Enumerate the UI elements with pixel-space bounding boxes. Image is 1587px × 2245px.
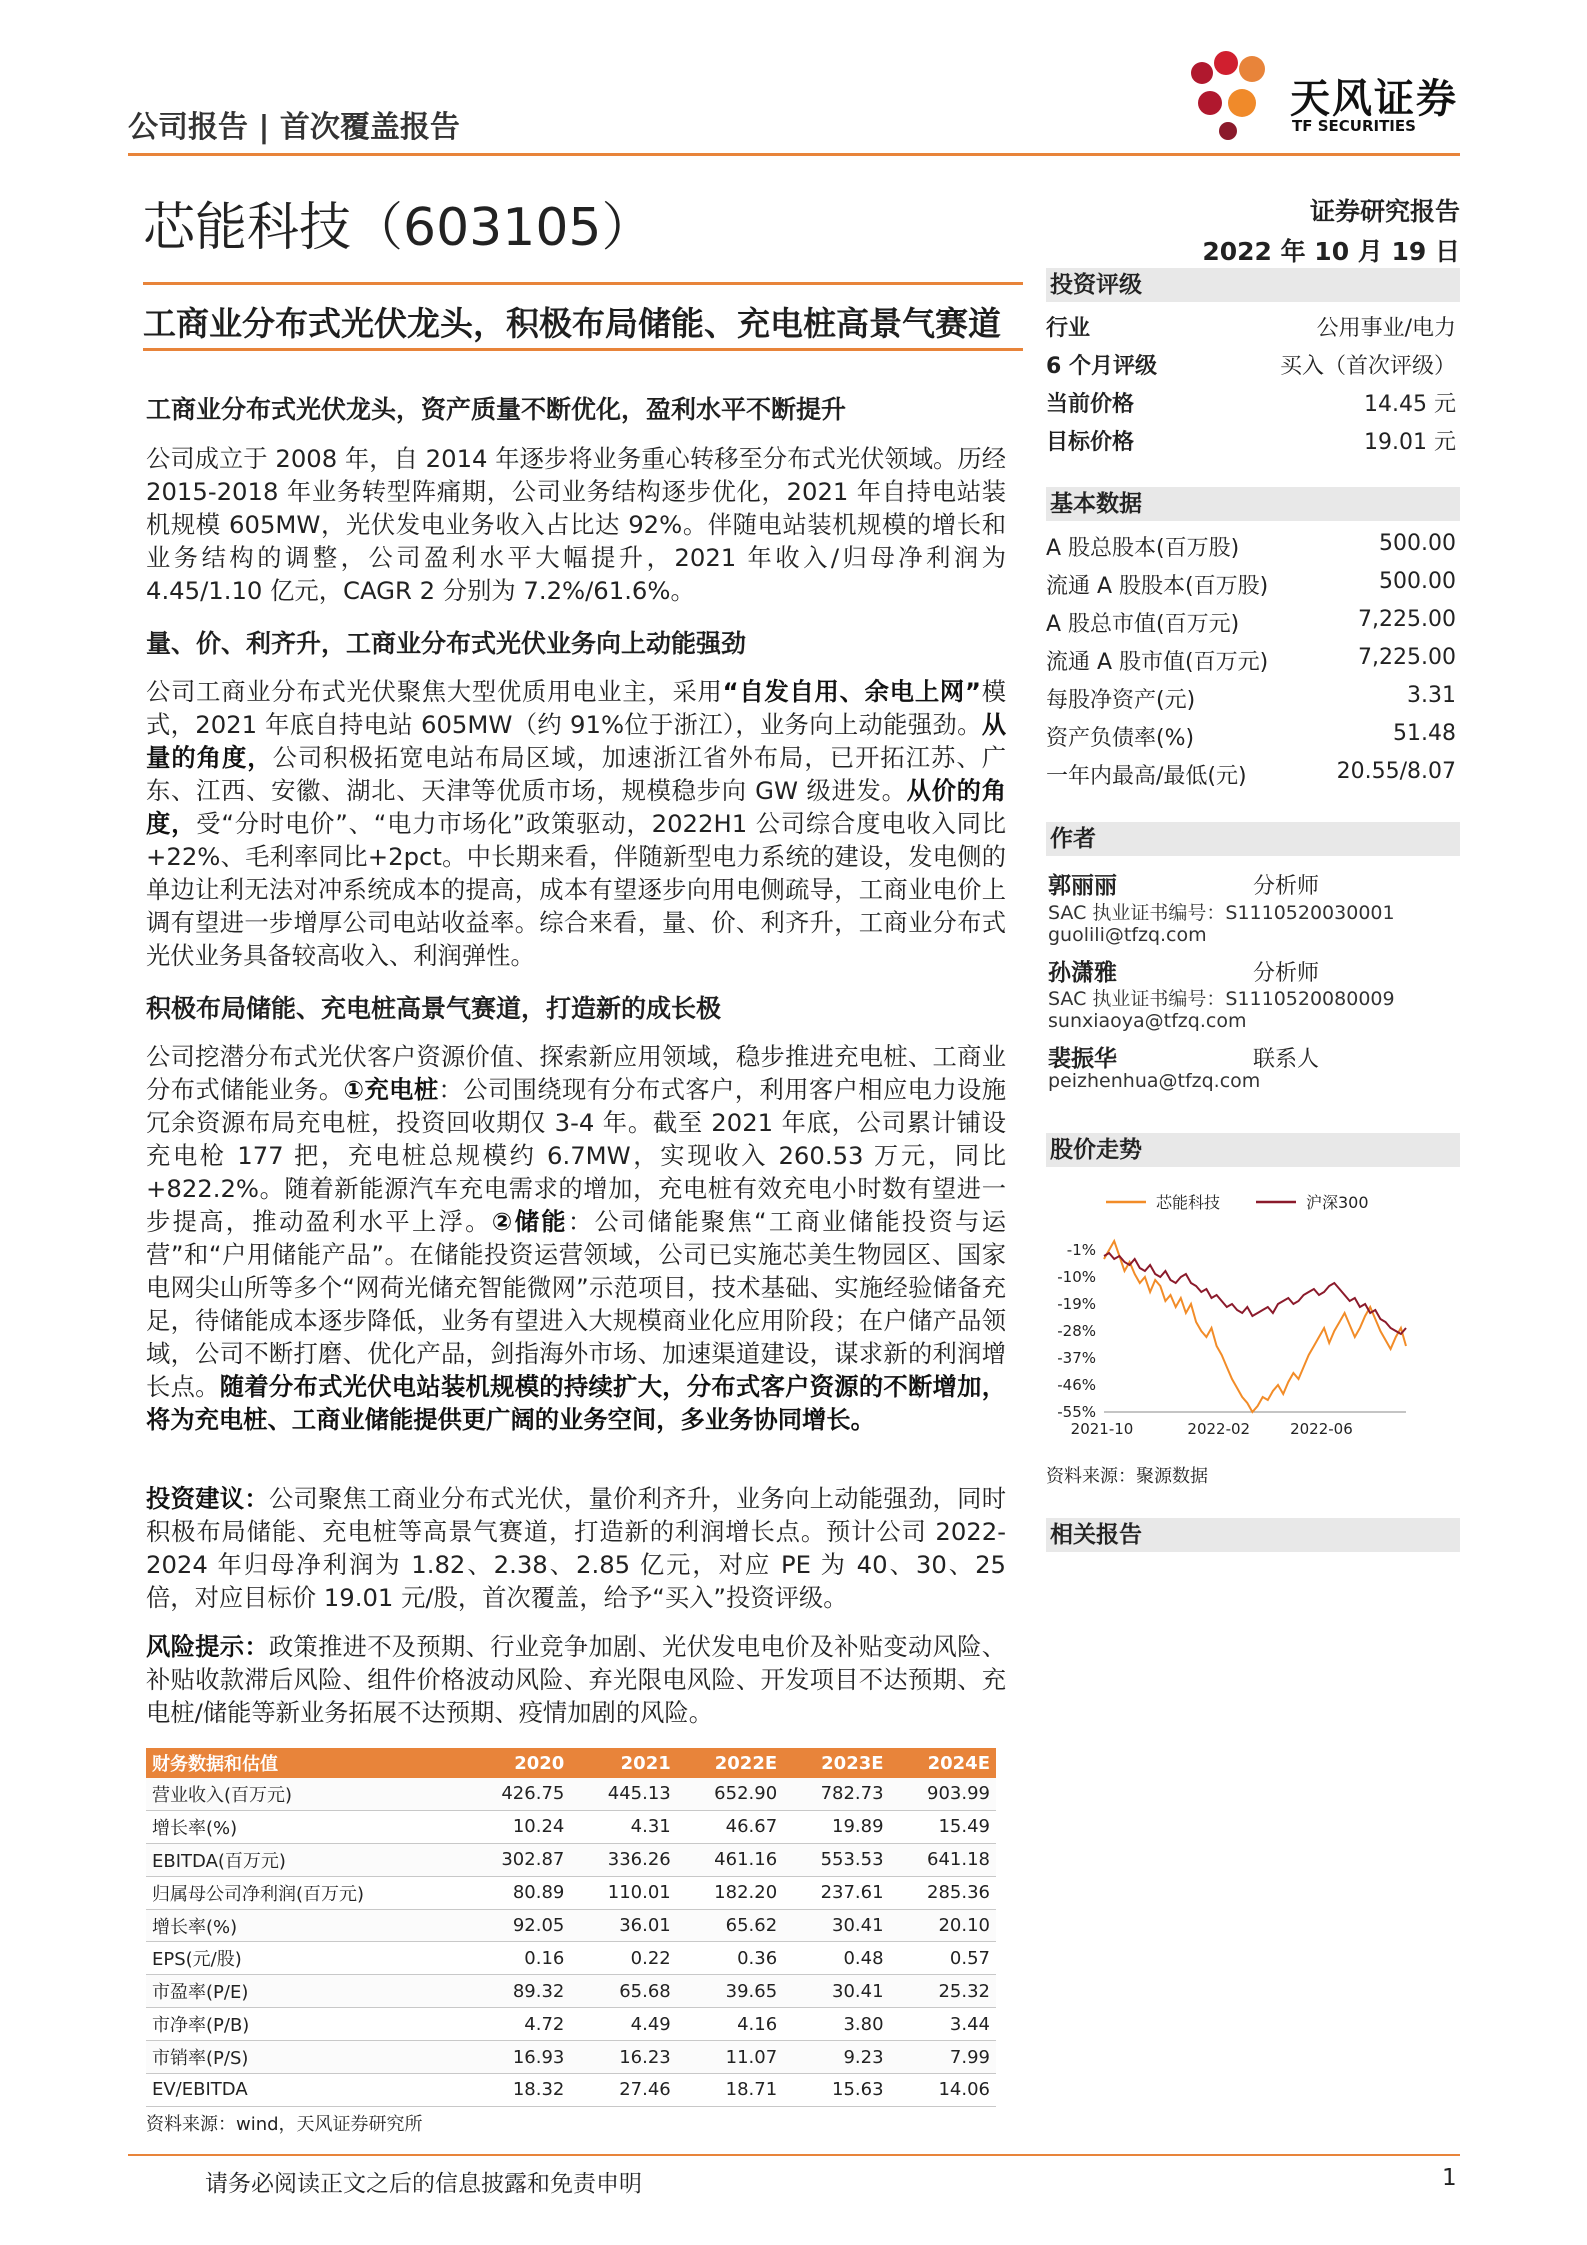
- legend-label: 芯能科技: [1156, 1193, 1221, 1212]
- author-name: 裴振华: [1048, 1046, 1117, 1072]
- table-cell: 4.72: [464, 2008, 570, 2041]
- tf-securities-logo: [1180, 45, 1480, 145]
- legend-label: 沪深300: [1306, 1193, 1369, 1212]
- table-cell: 336.26: [570, 1843, 676, 1876]
- logo-petal-icon: [1180, 45, 1290, 145]
- table-cell: 445.13: [570, 1778, 676, 1810]
- investment-advice: 投资建议：公司聚焦工商业分布式光伏，量价利齐升，业务向上动能强劲，同时积极布局储能、充电桩等高景气赛道，打造新的利润增长点。预计公司 2022-2024 年归母净利润为 1.82、2.38、2.85 亿元，对应 PE 为 40、30、25 倍，对应目标价 19.01 元/股，首次覆盖，给予“买入”投资评级。: [146, 1484, 1007, 1612]
- author-role: 分析师: [1253, 961, 1320, 986]
- author-email[interactable]: peizhenhua@tfzq.com: [1048, 1070, 1261, 1092]
- table-row-label: 市销率(P/S): [146, 2041, 464, 2074]
- table-cell: 7.99: [890, 2041, 996, 2074]
- x-tick-label: 2021-10: [1070, 1420, 1134, 1438]
- table-cell: 25.32: [890, 1975, 996, 2008]
- table-cell: 92.05: [464, 1909, 570, 1942]
- table-cell: 15.63: [783, 2074, 889, 2107]
- table-row-label: EBITDA(百万元): [146, 1843, 464, 1876]
- section-body-1: 公司成立于 2008 年，自 2014 年逐步将业务重心转移至分布式光伏领域。历经 2015-2018 年业务转型阵痛期，公司业务结构逐步优化，2021 年自持电站装机规模 605MW，光伏发电业务收入占比达 92%。伴随电站装机规模的增长和业务结构的调整，公司盈利水平大幅提升，2021 年收入/归母净利润为 4.45/1.10 亿元，CAGR 2 分别为 7.2%/61.6%。: [146, 444, 1006, 605]
- table-row: [146, 2008, 996, 2041]
- table-cell: 15.49: [890, 1810, 996, 1843]
- table-cell: 0.48: [783, 1942, 889, 1975]
- table-cell: 426.75: [464, 1778, 570, 1810]
- table-cell: 285.36: [890, 1876, 996, 1909]
- rating-header: 投资评级: [1046, 268, 1460, 302]
- table-row-label: EPS(元/股): [146, 1942, 464, 1975]
- section-title-2: 量、价、利齐升，工商业分布式光伏业务向上动能强劲: [146, 629, 747, 658]
- logo-text-cn: 天风证券: [1290, 76, 1458, 122]
- risk-warning: 风险提示：政策推进不及预期、行业竞争加剧、光伏发电电价及补贴变动风险、补贴收款滞后风险、组件价格波动风险、弃光限电风险、开发项目不达预期、充电桩/储能等新业务拓展不达预期、疫情加剧的风险。: [146, 1632, 1007, 1727]
- headline: 工商业分布式光伏龙头，积极布局储能、充电桩高景气赛道: [143, 304, 1001, 343]
- author-sac: SAC 执业证书编号：S1110520030001: [1048, 902, 1395, 924]
- table-row-label: EV/EBITDA: [146, 2074, 464, 2107]
- table-cell: 30.41: [783, 1909, 889, 1942]
- company-title: 芯能科技（603105）: [143, 198, 654, 258]
- table-cell: 3.44: [890, 2008, 996, 2041]
- y-tick-label: -1%: [1066, 1241, 1096, 1259]
- table-cell: 4.31: [570, 1810, 676, 1843]
- table-cell: 20.10: [890, 1909, 996, 1942]
- table-row: [146, 2074, 996, 2107]
- table-cell: 16.93: [464, 2041, 570, 2074]
- report-date: 2022 年 10 月 19 日: [1202, 237, 1460, 266]
- x-tick-label: 2022-06: [1290, 1420, 1353, 1438]
- table-cell: 19.89: [783, 1810, 889, 1843]
- author-sac: SAC 执业证书编号：S1110520080009: [1048, 988, 1395, 1010]
- stock-price-chart: [1046, 1180, 1460, 1450]
- section-body-3: 公司挖潜分布式光伏客户资源价值、探索新应用领域，稳步推进充电桩、工商业分布式储能业务。①充电桩：公司围绕现有分布式客户，利用客户相应电力设施冗余资源布局充电桩，投资回收期仅 3-4 年。截至 2021 年底，公司累计铺设充电枪 177 把，充电桩总规模约 6.7MW，实现收入 260.53 万元，同比+822.2%。随着新能源汽车充电需求的增加，充电桩有效充电小时数有望进一步提高，推动盈利水平上浮。②储能：公司储能聚焦“工商业储能投资与运营”和“户用储能产品”。在储能投资运营领域，公司已实施芯美生物园区、国家电网尖山所等多个“网荷光储充智能微网”示范项目，技术基础、实施经验储备充足，待储能成本逐步降低，业务有望进入大规模商业化应用阶段；在户储产品领域，公司不断打磨、优化产品，剑指海外市场、加速渠道建设，谋求新的利润增长点。随着分布式光伏电站装机规模的持续扩大，分布式客户资源的不断增加，将为充电桩、工商业储能提供更广阔的业务空间，多业务协同增长。: [146, 1042, 1007, 1434]
- x-tick-label: 2022-02: [1187, 1420, 1251, 1438]
- section-body-2: 公司工商业分布式光伏聚焦大型优质用电业主，采用“自发自用、余电上网”模式，2021 年底自持电站 605MW（约 91%位于浙江），业务向上动能强劲。从量的角度，公司积极拓宽电站布局区域，加速浙江省外布局，已开拓江苏、广东、江西、安徽、湖北、天津等优质市场，规模稳步向 GW 级进发。从价的角度，受“分时电价”、“电力市场化”政策驱动，2022H1 公司综合度电收入同比+22%、毛利率同比+2pct。中长期来看，伴随新型电力系统的建设，发电侧的单边让利无法对冲系统成本的提高，成本有望逐步向用电侧疏导，工商业电价上调有望进一步增厚公司电站收益率。综合来看，量、价、利齐升，工商业分布式光伏业务具备较高收入、利润弹性。: [146, 677, 1007, 970]
- table-cell: 641.18: [890, 1843, 996, 1876]
- table-cell: 652.90: [677, 1778, 783, 1810]
- table-row-label: 增长率(%): [146, 1909, 464, 1942]
- table-cell: 46.67: [677, 1810, 783, 1843]
- table-row: [146, 1810, 996, 1843]
- table-cell: 110.01: [570, 1876, 676, 1909]
- table-cell: 3.80: [783, 2008, 889, 2041]
- doc-type-label: 证券研究报告: [1309, 197, 1460, 226]
- table-header-label: 财务数据和估值: [146, 1748, 464, 1778]
- disclaimer-note: 请务必阅读正文之后的信息披露和免责申明: [205, 2171, 642, 2197]
- table-row: [146, 1876, 996, 1909]
- table-row: [146, 1975, 996, 2008]
- y-tick-label: -37%: [1057, 1349, 1096, 1367]
- table-cell: 18.32: [464, 2074, 570, 2107]
- table-cell: 553.53: [783, 1843, 889, 1876]
- author-email[interactable]: sunxiaoya@tfzq.com: [1048, 1010, 1247, 1032]
- table-cell: 11.07: [677, 2041, 783, 2074]
- report-type-label: 公司报告 | 首次覆盖报告: [128, 110, 460, 145]
- author-role: 联系人: [1253, 1047, 1320, 1072]
- table-cell: 27.46: [570, 2074, 676, 2107]
- table-cell: 39.65: [677, 1975, 783, 2008]
- table-cell: 65.62: [677, 1909, 783, 1942]
- table-cell: 89.32: [464, 1975, 570, 2008]
- table-cell: 80.89: [464, 1876, 570, 1909]
- table-cell: 14.06: [890, 2074, 996, 2107]
- page-number: 1: [1442, 2165, 1457, 2191]
- section-title-3: 积极布局储能、充电桩高景气赛道，打造新的成长极: [146, 994, 722, 1023]
- logo-text-en: TF SECURITIES: [1292, 117, 1416, 135]
- table-row-label: 市净率(P/B): [146, 2008, 464, 2041]
- y-tick-label: -19%: [1057, 1295, 1096, 1313]
- table-row-label: 归属母公司净利润(百万元): [146, 1876, 464, 1909]
- financial-table: [146, 1748, 996, 2107]
- table-cell: 65.68: [570, 1975, 676, 2008]
- table-cell: 36.01: [570, 1909, 676, 1942]
- table-header-year: 2021: [570, 1748, 676, 1778]
- table-cell: 782.73: [783, 1778, 889, 1810]
- table-cell: 237.61: [783, 1876, 889, 1909]
- table-row-label: 增长率(%): [146, 1810, 464, 1843]
- section-title-1: 工商业分布式光伏龙头，资产质量不断优化，盈利水平不断提升: [146, 395, 847, 424]
- table-cell: 4.16: [677, 2008, 783, 2041]
- table-cell: 9.23: [783, 2041, 889, 2074]
- table-header-year: 2020: [464, 1748, 570, 1778]
- y-tick-label: -28%: [1057, 1322, 1096, 1340]
- table-source: 资料来源：wind，天风证券研究所: [146, 2114, 423, 2135]
- table-row: [146, 1778, 996, 1810]
- author-name: 孙潇雅: [1048, 960, 1117, 986]
- table-header-year: 2024E: [890, 1748, 996, 1778]
- table-row: [146, 1942, 996, 1975]
- table-row: [146, 1843, 996, 1876]
- table-cell: 30.41: [783, 1975, 889, 2008]
- related-reports-header: 相关报告: [1046, 1518, 1460, 1552]
- table-header-year: 2023E: [783, 1748, 889, 1778]
- footer-divider: [128, 2154, 1460, 2156]
- headline-bottom-divider: [143, 348, 1023, 351]
- author-name: 郭丽丽: [1048, 873, 1117, 899]
- table-cell: 10.24: [464, 1810, 570, 1843]
- stock-chart-header: 股价走势: [1046, 1133, 1460, 1167]
- table-cell: 4.49: [570, 2008, 676, 2041]
- author-role: 分析师: [1253, 874, 1320, 899]
- authors-header: 作者: [1046, 822, 1460, 856]
- author-email[interactable]: guolili@tfzq.com: [1048, 924, 1207, 946]
- table-cell: 302.87: [464, 1843, 570, 1876]
- table-cell: 0.16: [464, 1942, 570, 1975]
- table-row-label: 营业收入(百万元): [146, 1778, 464, 1810]
- table-header-row: [146, 1748, 996, 1778]
- table-cell: 16.23: [570, 2041, 676, 2074]
- table-row-label: 市盈率(P/E): [146, 1975, 464, 2008]
- y-tick-label: -55%: [1057, 1403, 1096, 1421]
- y-tick-label: -10%: [1057, 1268, 1096, 1286]
- table-header-year: 2022E: [677, 1748, 783, 1778]
- series-line: [1104, 1253, 1406, 1334]
- table-cell: 0.57: [890, 1942, 996, 1975]
- header-divider: [128, 153, 1460, 156]
- table-cell: 18.71: [677, 2074, 783, 2107]
- headline-top-divider: [143, 282, 1023, 285]
- chart-source: 资料来源：聚源数据: [1046, 1466, 1208, 1487]
- table-cell: 182.20: [677, 1876, 783, 1909]
- table-row: [146, 2041, 996, 2074]
- y-tick-label: -46%: [1057, 1376, 1096, 1394]
- table-cell: 0.36: [677, 1942, 783, 1975]
- table-cell: 0.22: [570, 1942, 676, 1975]
- table-row: [146, 1909, 996, 1942]
- table-cell: 461.16: [677, 1843, 783, 1876]
- table-cell: 903.99: [890, 1778, 996, 1810]
- basic-data-header: 基本数据: [1046, 487, 1460, 521]
